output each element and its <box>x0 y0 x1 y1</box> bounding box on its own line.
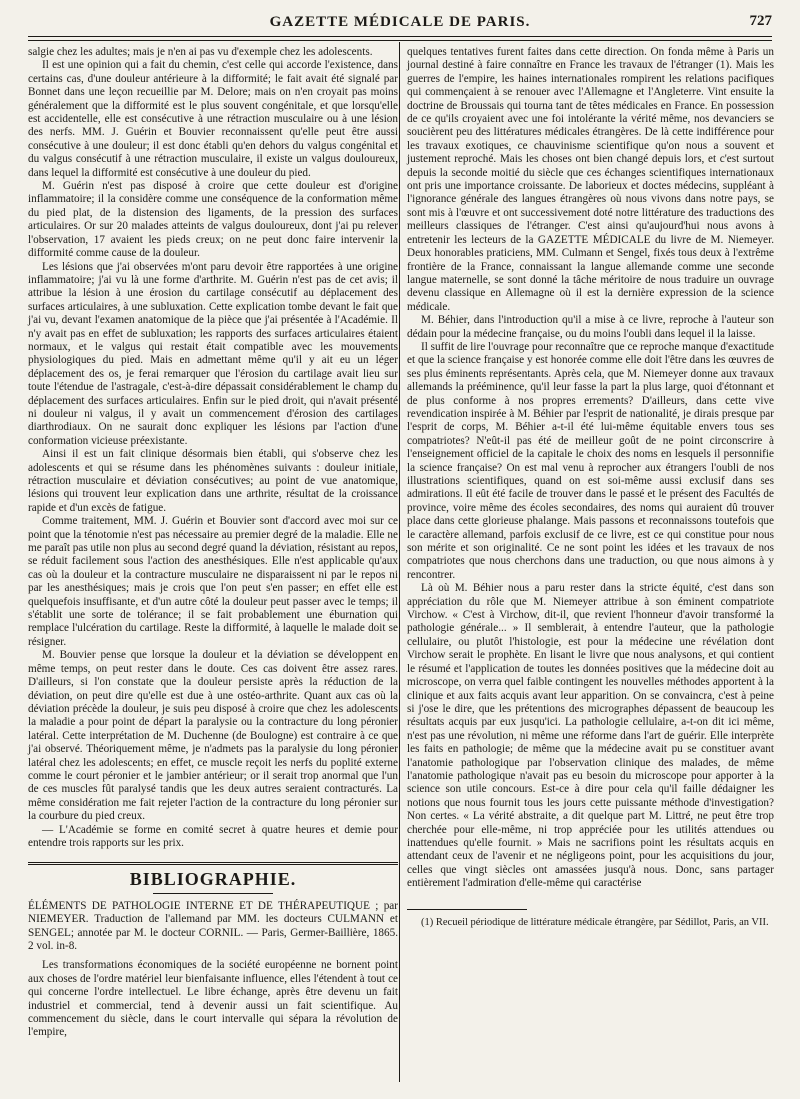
paragraph: salgie chez les adultes; mais je n'en ai pas vu d'exemple chez les adolescents. <box>28 46 373 58</box>
footnote: (1) Recueil périodique de littérature médicale étrangère, par Sédillot, Paris, an VII. <box>421 916 769 928</box>
paragraph: — L'Académie se forme en comité secret à quatre heures et demie pour entendre trois rapports sur les prix. <box>28 823 398 849</box>
paragraph: Les lésions que j'ai observées m'ont paru devoir être rapportées à une origine inflammatoire; j'ai vu là une forme d'arthrite. M. Guérin n'est pas de cet avis; il attribue la lésion à une érosion du cartilage consécutif au déplacement des surfaces articulaires, à une subluxation. Cette explication tombe devant le fait que j'ai vu, devant l'examen anatomique de la pièce que j'ai présentée à l'Académie. Il n'y avait pas en effet de subluxation; les rapports des surfaces articulaires étaient normaux, et le valgus qui restait était compatible avec les mouvements physiologiques du pied. Mais en admettant même qu'il y ait eu un léger déplacement des os, je ferai remarquer que l'érosion du cartilage avait lieu sur toute l'étendue de l'astragale, c'est-à-dire dépassait considérablement le champ du déplacement des surfaces articulaires. Enfin sur le pied droit, qui n'avait présenté ni douleur ni valgus, il y avait un commencement d'érosion des cartilages diarthrodiaux. On ne saurait donc expliquer les lésions par l'action d'une conformation vicieuse préexistante. <box>28 260 398 447</box>
paragraph: Comme traitement, MM. J. Guérin et Bouvier sont d'accord avec moi sur ce point que la ténotomie n'est pas nécessaire au premier degré de la maladie. Elle ne me paraît pas utile non plus au second degré quand la déviation, résistant au repos, se réduit facilement sous l'action des anesthésiques. Elle n'est applicable qu'aux cas où la douleur et la contracture musculaire ne disparaissent ni par le repos ni par les anesthésiques; mais je crois que l'on peut s'en passer; en effet elle est quelquefois insuffisante, et d'un autre côté la douleur peut passer avec le temps; il s'établit une sorte de tolérance; il se fait probablement une éburnation qui remplace l'ulcération du cartilage. Reste la difformité, à laquelle le malade doit se résigner. <box>28 515 398 648</box>
paragraph: M. Guérin n'est pas disposé à croire que cette douleur est d'origine inflammatoire; il la considère comme une conséquence de la conformation même du pied plat, de la distension des ligaments, de la pression des surfaces articulaires. Or sur 20 malades atteints de valgus douloureux, dont j'ai pu relever l'observation, 17 avaient les pieds creux; on ne peut donc faire intervenir la difformité comme cause de la douleur. <box>28 180 398 260</box>
paragraph: Là où M. Béhier nous a paru rester dans la stricte équité, c'est dans son appréciation du rôle que M. Niemeyer attribue à son éminent compatriote Virchow. « C'est à Virchow, dit-il, que revient l'honneur d'avoir transformé la pathologie générale... » Il semblerait, à entendre l'auteur, que la pathologie cellulaire, ou plutôt l'histologie, est pour la médecine une révélation dont Virchow serait le prophète. En lisant le livre que nous analysons, et qui contient le résumé et l'application de toutes les données positives que la médecine doit au microscope, on verra quel faible contingent les nouvelles méthodes apportent à la clinique et aux faits acquis avant leur apparition. On se convaincra, c'est à peine si j'ose le dire, que les prétentions des micrographes dépassent de beaucoup les résultats acquis par eux jusqu'ici. La pathologie cellulaire, a-t-on dit ici même, n'est pas une révolution, ni même une réforme dans l'art de guérir. Elle interprète les faits en pathologie; de même que la médecine avait pu se constituer avant l'anatomie pathologique par l'observation clinique des malades, de même l'anatomie pathologique n'avait pas eu besoin du microscope pour apporter à la science son utile concours. Est-ce à dire pour cela qu'il faille dédaigner les notions que nous fournit tous les jours cette puissante méthode d'investigation? Non certes. « La vérité abstraite, a dit quelque part M. Littré, ne peut être trop cherchée pour elle-même, ni trop appréciée pour les utilités attendues ou inattendues qu'elle fournit. » Mais ne sacrifions point les résultats acquis en attendant ceux de l'avenir et ne négligeons point, pour les acquisitions du jour, celles que vingt siècles ont amassées jusqu'à nous. Donc, sans partager entièrement l'admiration d'elle-même qui caractérise <box>407 582 774 890</box>
paragraph: Ainsi il est un fait clinique désormais bien établi, qui s'observe chez les adolescents et qui se résume dans les phénomènes suivants : douleur initiale, rétraction musculaire et déviation consécutives; au point de vue anatomique, lésions qui trouvent leur explication dans une arthrite, résultat de la croissance rapide et d'un excès de fatigue. <box>28 448 398 514</box>
section-title: BIBLIOGRAPHIE. <box>129 869 297 890</box>
paragraph: M. Bouvier pense que lorsque la douleur et la déviation se développent en même temps, on peut rester dans le doute. Ces cas doivent être assez rares. D'ailleurs, si l'on constate que la douleur persiste après la réduction de la déviation, on peut dire qu'elle est due à une ostéo-arthrite. Quant aux cas où la déviation précède la douleur, je suis peu disposé à croire que chez les adolescents la maladie a pour point de départ la paralysie ou la contracture du long péronier latéral. Cette interprétation de M. Duchenne (de Boulogne) est contraire à ce que j'ai observé. Théoriquement même, je n'admets pas la paralysie du long péronier latéral chez les adolescents; en effet, ce muscle reçoit les nerfs du poplité externe comme le court péronier et le jambier antérieur; or il serait trop anormal que l'un de ces muscles fût paralysé tandis que les deux autres seraient contracturés. La même considération me fait rejeter l'action de la contracture du long péronier sur la courbure du pied creux. <box>28 649 398 823</box>
section-title-rule <box>153 893 273 894</box>
section-divider <box>28 862 398 865</box>
paragraph: quelques tentatives furent faites dans cette direction. On fonda même à Paris un journal destiné à faire connaître en France les travaux de l'étranger (1). Mais les guerres de l'empire, les haines internationales rompirent les relations pacifiques qui commençaient à se renouer avec l'Allemagne et l'Angleterre. Vint ensuite la doctrine de Broussais qui tourna tant de têtes médicales en France. En possession de ce qu'ils croyaient avec une foi intolérante la vérité même, nos devanciers se soucièrent peu des littératures médicales étrangères. De là cette indifférence pour les travaux exotiques, ce chauvinisme scientifique qu'on nous a souvent et justement reproché. Mais les choses ont bien changé depuis lors, et c'est surtout depuis la seconde moitié du siècle que ces échanges scientifiques internationaux ont pris une importance croissante. De laborieux et doctes médecins, suppléant à l'ignorance générale des langues étrangères où nous vivons dans notre pays, se sont mis à l'œuvre et ont successivement doté notre littérature des traductions des meilleurs classiques de l'étranger. C'est ainsi qu'aujourd'hui nous avons à entretenir les lecteurs de la GAZETTE MÉDICALE du livre de M. Niemeyer. Deux honorables praticiens, MM. Culmann et Sengel, fixés tous deux à l'extrême frontière de la France, connaissant la langue allemande comme une seconde langue maternelle, se sont donné la tâche méritoire de nous traduire un ouvrage devenu classique en Allemagne où il est la dernière expression de la science médicale. <box>407 46 774 313</box>
paragraph: Il est une opinion qui a fait du chemin, c'est celle qui accorde l'existence, dans certains cas, d'une douleur antérieure à la difformité; le fait avait été signalé par Bonnet dans une leçon recueillie par M. Delore; mais on n'en croyait pas moins généralement que la difformité est le plus souvent congénitale, et que lorsqu'elle est accidentelle, elle est consécutive à une rétraction musculaire ou à une lésion des nerfs. MM. J. Guérin et Bouvier reconnaissent qu'elle peut être aussi consécutive à une douleur; il est donc établi qu'en dehors du valgus congénital et du valgus consécutif à une rétraction musculaire, il existe un valgus douloureux, dans lequel la difformité est consécutive à une douleur du pied. <box>28 59 398 179</box>
paragraph: Les transformations économiques de la société européenne ne bornent point aux choses de l'ordre matériel leur bienfaisante influence, elles l'étendent à tout ce qui concerne l'ordre intellectuel. Le libre échange, après être devenu un fait industriel et commercial, tend à devenir aussi un fait scientifique. Au commencement du siècle, dans le court intervalle qui sépara la révolution de l'empire, <box>28 959 398 1039</box>
page-number: 727 <box>749 13 772 29</box>
left-column <box>28 46 398 1040</box>
book-reference: ÉLÉMENTS DE PATHOLOGIE INTERNE ET DE THÉRAPEUTIQUE ; par NIEMEYER. Traduction de l'allemand par MM. les docteurs CULMANN et SENGEL; annotée par M. le docteur CORNIL. — Paris, Germer-Baillière, 1865. 2 vol. in-8. <box>28 899 398 952</box>
column-divider <box>399 42 400 1082</box>
footnote-rule <box>407 909 527 910</box>
header-rule <box>28 36 772 37</box>
paragraph: Il suffit de lire l'ouvrage pour reconnaître que ce reproche manque d'exactitude et que la science française y est honorée comme elle doit l'être dans les œuvres de ses plus éminents représentants. Après cela, que M. Niemeyer donne aux travaux allemands la prééminence, qu'il leur fasse la part la plus large, quoi d'étonnant et de plus conforme à nos propres errements? D'ailleurs, dans cette vive revendication inspirée à M. Béhier par l'esprit de nationalité, je dirais presque par l'esprit de corps, M. Béhier a-t-il été lui-même équitable envers tous ses compatriotes? N'eût-il pas été de meilleur goût de ne point circonscrire à l'enseignement officiel de la capitale le choix des noms en lesquels il personnifie la science française? On est mal venu à reprocher aux étrangers l'oubli de nos illustrations scientifiques, quand on est soi-même aussi exclusif dans ses admirations. Il eût été facile de trouver dans le passé et le présent des Facultés de province, voire même des écoles secondaires, des noms qui auraient dû trouver place dans cette glorieuse phalange. Mais passons et reconnaissons toutefois que le caractère allemand, parfois exclusif de ce livre, est ce qui constitue pour nous son mérite et son originalité. Ce ne sont point les idées et les travaux de nos compatriotes que nous cherchons dans une traduction, ou que nous aimons à y rencontrer. <box>407 340 774 581</box>
right-column <box>407 46 774 929</box>
page-header <box>28 10 772 36</box>
header-rule-thin <box>28 40 772 41</box>
paragraph: M. Béhier, dans l'introduction qu'il a mise à ce livre, reproche à l'auteur son dédain pour la médecine française, ou du moins l'oubli dans lequel il la laisse. <box>407 314 774 340</box>
masthead-title: GAZETTE MÉDICALE DE PARIS. <box>269 14 531 30</box>
